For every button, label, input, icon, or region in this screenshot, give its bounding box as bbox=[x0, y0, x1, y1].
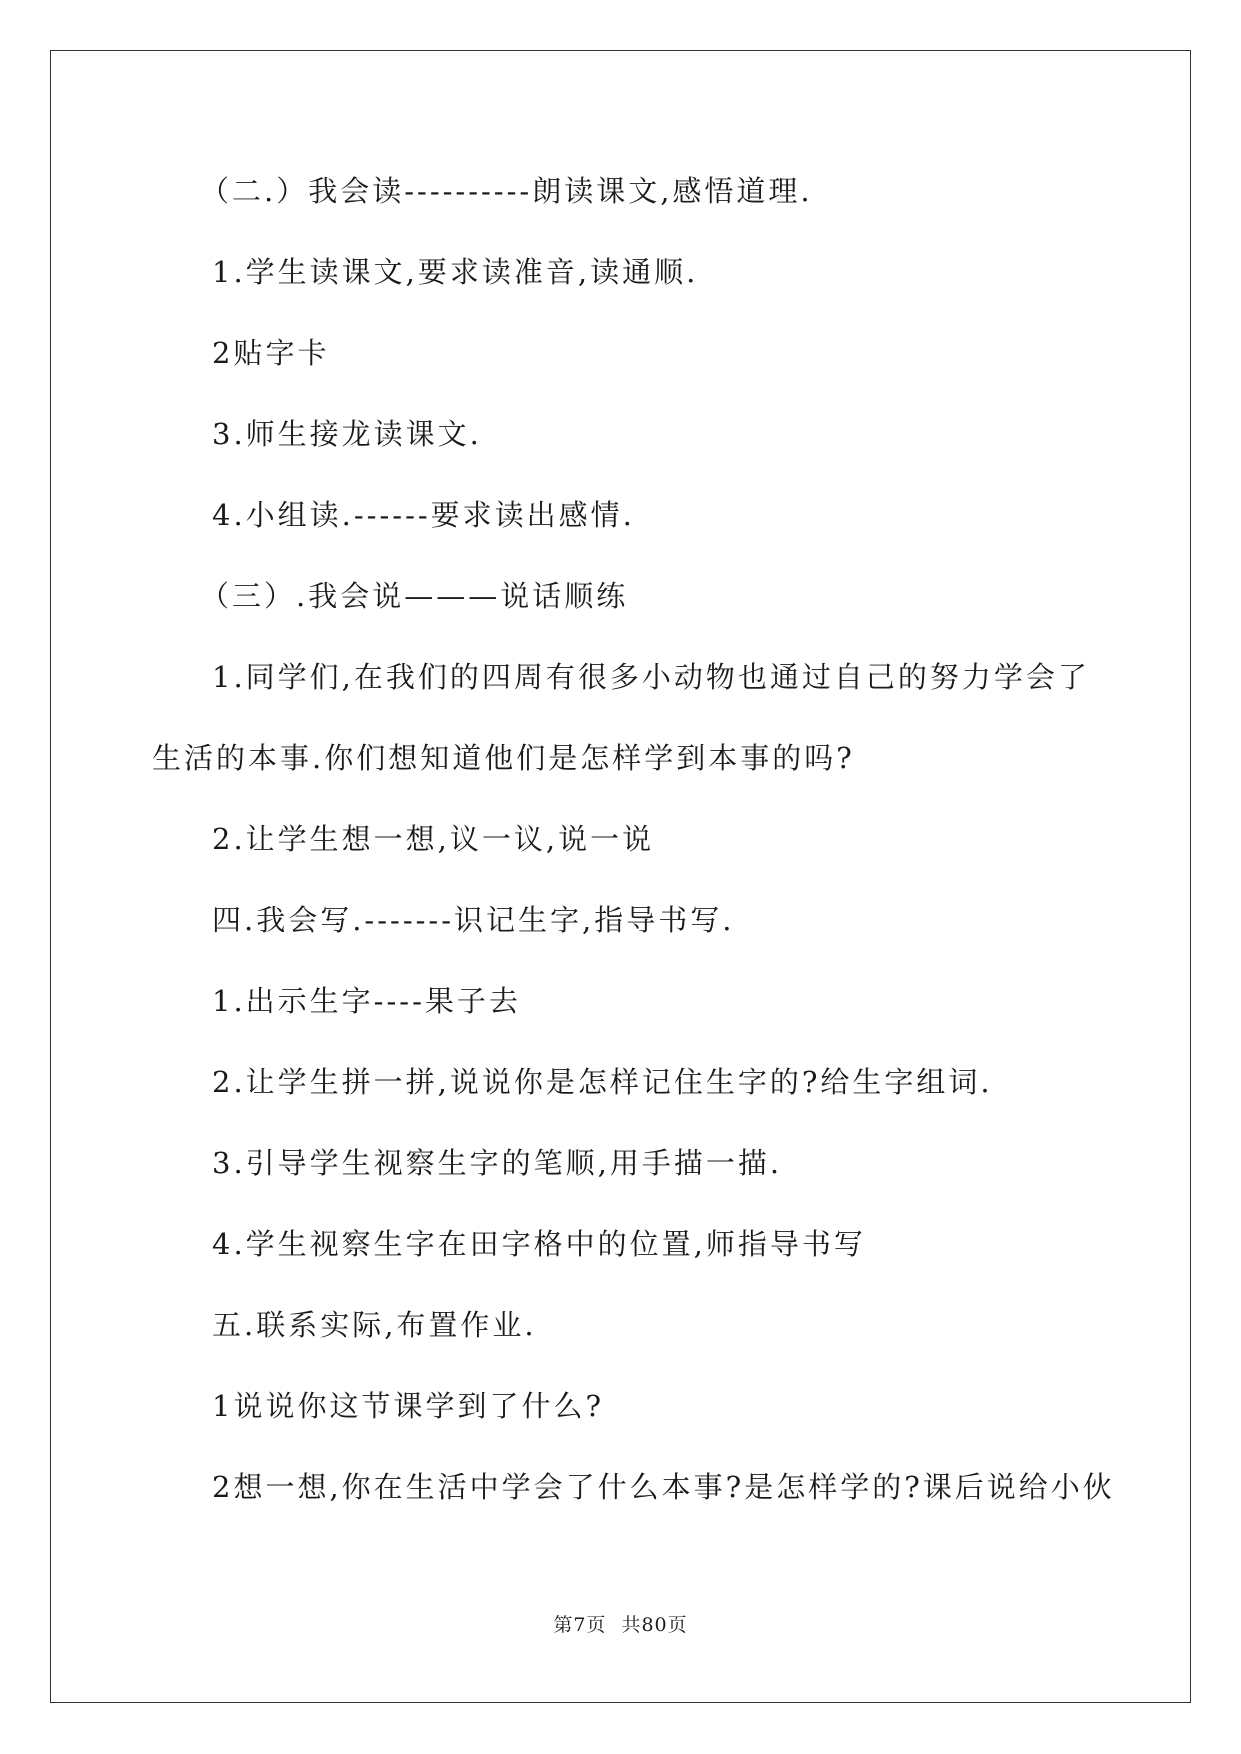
section-heading-write: 四.我会写.-------识记生字,指导书写. bbox=[212, 903, 735, 937]
paragraph-line: 2想一想,你在生活中学会了什么本事?是怎样学的?课后说给小伙 bbox=[212, 1470, 1115, 1504]
paragraph-line: 1.出示生字----果子去 bbox=[212, 984, 521, 1018]
paragraph-line: 1说说你这节课学到了什么? bbox=[212, 1389, 604, 1423]
paragraph-line: 4.学生视察生字在田字格中的位置,师指导书写 bbox=[212, 1227, 866, 1261]
paragraph-line: 4.小组读.------要求读出感情. bbox=[212, 498, 635, 532]
section-heading-homework: 五.联系实际,布置作业. bbox=[212, 1308, 537, 1342]
paragraph-line: 3.引导学生视察生字的笔顺,用手描一描. bbox=[212, 1146, 783, 1180]
paragraph-line: 1.学生读课文,要求读准音,读通顺. bbox=[212, 255, 699, 289]
paragraph-line-continued: 生活的本事.你们想知道他们是怎样学到本事的吗? bbox=[152, 741, 855, 775]
page-number: 第7页 bbox=[553, 1614, 607, 1636]
section-heading-read: （二.）我会读----------朗读课文,感悟道理. bbox=[200, 174, 813, 208]
section-heading-speak: （三）.我会说———说话顺练 bbox=[200, 579, 629, 613]
page-footer bbox=[0, 1612, 1241, 1638]
paragraph-line: 1.同学们,在我们的四周有很多小动物也通过自己的努力学会了 bbox=[212, 660, 1090, 694]
paragraph-line: 3.师生接龙读课文. bbox=[212, 417, 482, 451]
paragraph-line: 2.让学生拼一拼,说说你是怎样记住生字的?给生字组词. bbox=[212, 1065, 993, 1099]
page-total: 共80页 bbox=[621, 1614, 688, 1636]
page-border bbox=[50, 50, 1191, 1703]
paragraph-line: 2贴字卡 bbox=[212, 336, 330, 370]
paragraph-line: 2.让学生想一想,议一议,说一说 bbox=[212, 822, 655, 856]
